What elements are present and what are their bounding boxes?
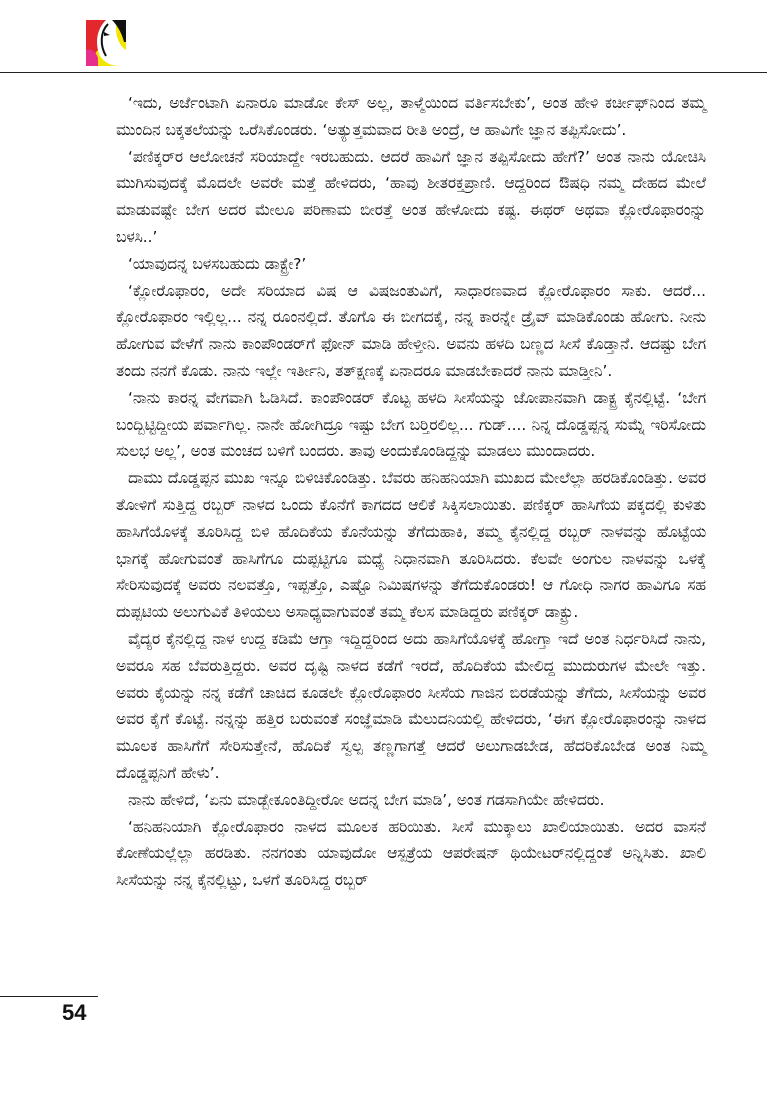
text-line: ಅದರ ವಾಸನೆ ಕೋಣೆಯಲ್ಲೆಲ್ಲಾ ಹರಡಿತು. ನನಗಂತು ಯಾವುದೋ ಆಸ್ಪತ್ರೆಯ ಆಪರೇಷನ್ xyxy=(116,817,706,863)
paragraph xyxy=(116,251,706,278)
text-line: ದಾಮು ದೊಡ್ಡಪ್ಪನ ಮುಖ ಇನ್ನೂ ಬಿಳಿಚಿಕೊಂಡಿತ್ತು. ಬೆವರು ಹನಿಹನಿಯಾಗಿ ಮುಖದ ಮೇಲೆಲ್ಲಾ xyxy=(128,469,587,488)
paragraph xyxy=(116,465,706,626)
text-line: ಅಂತ ನಿಮ್ಮ ದೊಡ್ಡಪ್ಪನಿಗೆ ಹೇಳು’. xyxy=(116,737,706,782)
paragraph xyxy=(116,814,706,894)
text-line: ‘ಪಣಿಕ್ಕರ್‌ರ ಆಲೋಚನೆ ಸರಿಯಾದ್ದೇ ಇರಬಹುದು. ಆದರೆ ಹಾವಿಗೆ ಜ್ಞಾನ ತಪ್ಪಿಸೋದು ಹೇಗೆ?’ xyxy=(128,147,590,166)
header-rule xyxy=(0,72,767,73)
text-line: ಆದರೆ... ಕ್ಲೋರೊಫಾರಂ ಇಲ್ಲಿಲ್ಲ... ನನ್ನ ರೂಂನಲ್ಲಿದೆ. ತೊಗೊ ಈ ಬೀಗದಕೈ, ನನ್ನ ಕಾರನ್ನೇ ಡ್ರೈವ್ xyxy=(116,281,706,327)
body-text xyxy=(116,90,706,894)
paragraph xyxy=(116,385,706,465)
paragraph xyxy=(116,787,706,814)
text-line: ‘ಯಾವುದನ್ನ ಬಳಸಬಹುದು ಡಾಕ್ಟ್ರೇ?’ xyxy=(128,254,307,273)
footer-rule xyxy=(0,996,98,997)
paragraph xyxy=(116,278,706,385)
text-line: ನಾಗರ ಹಾವಿಗೂ ಸಹ ದುಪ್ಪಟಿಯ ಅಲುಗುವಿಕೆ ತಿಳಿಯಲು ಅಸಾಧ್ಯವಾಗುವಂತೆ ತಮ್ಮ ಕೆಲಸ xyxy=(116,576,706,622)
page-number: 54 xyxy=(62,1000,87,1025)
text-line: ತತ್‌ಕ್ಷಣಕ್ಕೆ ಏನಾದರೂ ಮಾಡಬೇಕಾದರೆ ನಾನು ಮಾಡ್ತೀನಿ’. xyxy=(335,361,613,380)
text-line: ‘ಇದು, ಅರ್ಜೆಂಟಾಗಿ ಏನಾರೂ ಮಾಡೋ ಕೇಸ್ ಅಲ್ಲ, ತಾಳ್ಮೆಯಿಂದ ವರ್ತಿಸಬೇಕು’, ಅಂತ ಹೇಳಿ xyxy=(128,94,599,112)
text-line: ಮಾಡಿಕೊಂಡು ಹೋಗು. ನೀನು ಹೋಗುವ ವೇಳೆಗೆ ನಾನು ಕಾಂಪೌಂಡರ್‌ಗೆ ಫೋನ್ ಮಾಡಿ ಹೇಳ್ತೀನಿ. xyxy=(116,308,706,354)
text-line: ಮಾಡಿದ್ದರು ಪಣಿಕ್ಕರ್ ಡಾಕ್ಟ್ರು. xyxy=(439,603,579,622)
text-line: ಮೂಲಕ ಹಾಸಿಗೆಗೆ ಸೇರಿಸುತ್ತೇನೆ, ಹೊದಿಕೆ ಸ್ವಲ್ಪ ತಣ್ಣಗಾಗತ್ತೆ ಆದರೆ ಅಲುಗಾಡಬೇಡ, ಹೆದರಿಕೊಬೇಡ xyxy=(116,737,636,756)
paragraph xyxy=(116,144,706,251)
text-line: ಡಾಕ್ಟ್ರ ಕೈನಲ್ಲಿಟ್ಟೆ. ‘ಬೇಗ ಬಂದ್ಬಿಟ್ಟಿದ್ದೀಯ ಪರ್ವಾಗಿಲ್ಲ. ನಾನೇ ಹೋಗಿದ್ರೂ ಇಷ್ಟು ಬೇಗ ಬರ್‍ತಿರಲಿಲ್ಲ... xyxy=(116,388,706,434)
text-line: ಕೊನೆಯನ್ನು ತೆಗೆದುಹಾಕಿ, ತಮ್ಮ ಕೈನಲ್ಲಿದ್ದ ರಬ್ಬರ್ ನಾಳವನ್ನು ಹೊಟ್ಟೆಯ ಭಾಗಕ್ಕೆ ಹೋಗುವಂತೆ xyxy=(116,522,706,568)
paragraph xyxy=(116,626,706,787)
text-line: ಅವನು ಹಳದಿ ಬಣ್ಣದ ಸೀಸೆ ಕೊಡ್ತಾನೆ. ಆದಷ್ಟು ಬೇಗ ತಂದು ನನಗೆ ಕೊಡು. ನಾನು ಇಲ್ಲೇ ಇರ್ತೀನಿ, xyxy=(116,335,706,380)
text-line: ಅಂತ ನಿರ್ಧರಿಸಿದೆ ನಾನು, ಅವರೂ ಸಹ ಬೆವರುತ್ತಿದ್ದರು. ಅವರ ದೃಷ್ಟಿ ನಾಳದ ಕಡೆಗೆ ಇರದೆ, xyxy=(116,629,706,675)
text-line: ಕ್ಲೋರೊಫಾರಂ ಸೀಸೆಯ ಗಾಜಿನ ಬಿರಡೆಯನ್ನು ತೆಗೆದು, ಸೀಸೆಯನ್ನು ಅವರ ಅವರ ಕೈಗೆ ಕೊಟ್ಟೆ. ನನ್ನನ್ನು xyxy=(116,683,706,729)
text-line: ‘ನಾನು ಕಾರನ್ನ ವೇಗವಾಗಿ ಓಡಿಸಿದೆ. ಕಾಂಪೌಂಡರ್ ಕೊಟ್ಟ ಹಳದಿ ಸೀಸೆಯನ್ನು ಜೋಪಾನವಾಗಿ xyxy=(128,388,587,407)
text-line: ಹೊದಿಕೆಯ ಮೇಲಿದ್ದ ಮುದುರುಗಳ ಮೇಲೇ ಇತ್ತು. ಅವರು ಕೈಯನ್ನು ನನ್ನ ಕಡೆಗೆ ಚಾಚಿದ ಕೂಡಲೇ xyxy=(116,656,707,702)
text-line: ನಾನು ಹೇಳಿದೆ, ‘ಏನು ಮಾಡ್ಬೇಕೂಂತಿದ್ದೀರೋ ಅದನ್ನ ಬೇಗ ಮಾಡಿ’, ಅಂತ ಗಡಸಾಗಿಯೇ xyxy=(128,790,548,809)
text-line: ಅಂದುಕೊಂಡಿದ್ದನ್ನು ಮಾಡಲು ಮುಂದಾದರು. xyxy=(379,442,596,461)
text-line: ಹಾಸಿಗೆಗೂ ದುಪ್ಪಟ್ಟಿಗೂ ಮಧ್ಯೆ ನಿಧಾನವಾಗಿ ತೂರಿಸಿದರು. ಕೆಲವೇ ಅಂಗುಲ ನಾಳವನ್ನು ಒಳಕ್ಕೆ xyxy=(232,549,706,568)
text-line: ಹರಡಿಕೊಂಡಿತ್ತು. ಅವರ ತೋಳಿಗೆ ಸುತ್ತಿದ್ದ ರಬ್ಬರ್ ನಾಳದ ಒಂದು ಕೊನೆಗೆ ಕಾಗದದ ಆಲಿಕೆ xyxy=(116,469,706,514)
text-line: ಥಿಯೇಟರ್‌ನಲ್ಲಿದ್ದಂತೆ ಅನ್ನಿಸಿತು. ಖಾಲಿ ಸೀಸೆಯನ್ನು ನನ್ನ ಕೈನಲ್ಲಿಟ್ಟು, ಒಳಗೆ ತೂರಿಸಿದ್ದ ರಬ್ಬರ್ xyxy=(116,844,706,890)
text-line: ವೈದ್ಯರ ಕೈನಲ್ಲಿದ್ದ ನಾಳ ಉದ್ದ ಕಡಿಮೆ ಆಗ್ತಾ ಇದ್ದಿದ್ದರಿಂದ ಅದು ಹಾಸಿಗೆಯೊಳಕ್ಕೆ ಹೋಗ್ತಾ ಇದೆ xyxy=(128,629,579,648)
text-line: ಸಿಕ್ಕಿಸಲಾಯಿತು. ಪಣಿಕ್ಕರ್ ಹಾಸಿಗೆಯ ಪಕ್ಕದಲ್ಲಿ ಕುಳಿತು ಹಾಸಿಗೆಯೊಳಕ್ಕೆ ತೂರಿಸಿದ್ದ ಬಿಳಿ ಹೊದಿಕೆಯ xyxy=(116,495,706,541)
text-line: ಗುಡ್.... ನಿನ್ನ ದೊಡ್ಡಪ್ಪನ್ನ ಸುಮ್ನೆ ಇರಿಸೋದು ಸುಲಭ ಅಲ್ಲ’, ಅಂತ ಮಂಚದ ಬಳಿಗೆ ಬಂದರು. ತಾವು xyxy=(116,415,706,461)
paragraph xyxy=(116,90,706,144)
text-line: ಸೇರಿಸುವುದಕ್ಕೆ ಅವರು ನಲವತ್ತೊ, ಇಪ್ಪತ್ತೊ, ಎಷ್ಟೊ ನಿಮಿಷಗಳನ್ನು ತೆಗೆದುಕೊಂಡರು! ಆ ಗೋಧಿ xyxy=(116,576,593,595)
text-line: ಅಂತ ನಾನು ಯೋಚಿಸಿ ಮುಗಿಸುವುದಕ್ಕೆ ಮೊದಲೇ ಅವರೇ ಮತ್ತೆ ಹೇಳಿದರು, ‘ಹಾವು ಶೀತರಕ್ತಪ್ರಾಣಿ. xyxy=(116,147,706,193)
text-line: ಆದ್ದರಿಂದ ಔಷಧಿ ನಮ್ಮ ದೇಹದ ಮೇಲೆ ಮಾಡುವಷ್ಟೇ ಬೇಗ ಅದರ ಮೇಲೂ ಪರಿಣಾಮ ಬೀರತ್ತೆ xyxy=(116,174,706,220)
publisher-logo xyxy=(86,20,126,66)
text-line: ಹೇಳಿದರು. xyxy=(552,790,605,809)
text-line: ಕರ್ಚೀಫ್‌ನಿಂದ ತಮ್ಮ ಮುಂದಿನ ಬಕ್ಕತಲೆಯನ್ನು ಒರೆಸಿಕೊಂಡರು. ‘ಅತ್ಯುತ್ತಮವಾದ ರೀತಿ ಅಂದ್ರೆ, ಆ xyxy=(116,94,706,139)
text-line: ಹತ್ತಿರ ಬರುವಂತೆ ಸಂಜ್ಞೆಮಾಡಿ ಮೆಲುದನಿಯಲ್ಲಿ ಹೇಳಿದರು, ‘ಈಗ ಕ್ಲೋರೊಫಾರಂನ್ನು ನಾಳದ xyxy=(255,710,706,729)
text-line: ಹಾವಿಗೇ ಜ್ಞಾನ ತಪ್ಪಿಸೋದು’. xyxy=(484,120,627,139)
text-line: ‘ಕ್ಲೋರೊಫಾರಂ, ಅದೇ ಸರಿಯಾದ ವಿಷ ಆ ವಿಷಜಂತುವಿಗೆ, ಸಾಧಾರಣವಾದ ಕ್ಲೋರೊಫಾರಂ ಸಾಕು. xyxy=(128,281,652,300)
text-line: ‘ಹನಿಹನಿಯಾಗಿ ಕ್ಲೋರೊಫಾರಂ ನಾಳದ ಮೂಲಕ ಹರಿಯಿತು. ಸೀಸೆ ಮುಕ್ಕಾಲು ಖಾಲಿಯಾಯಿತು. xyxy=(128,817,625,836)
text-line: ಅಂತ ಹೇಳೋದು ಕಷ್ಟ. ಈಥರ್ ಅಥವಾ ಕ್ಲೋರೊಫಾರಂನ್ನು ಬಳಸಿ..’ xyxy=(116,201,706,246)
